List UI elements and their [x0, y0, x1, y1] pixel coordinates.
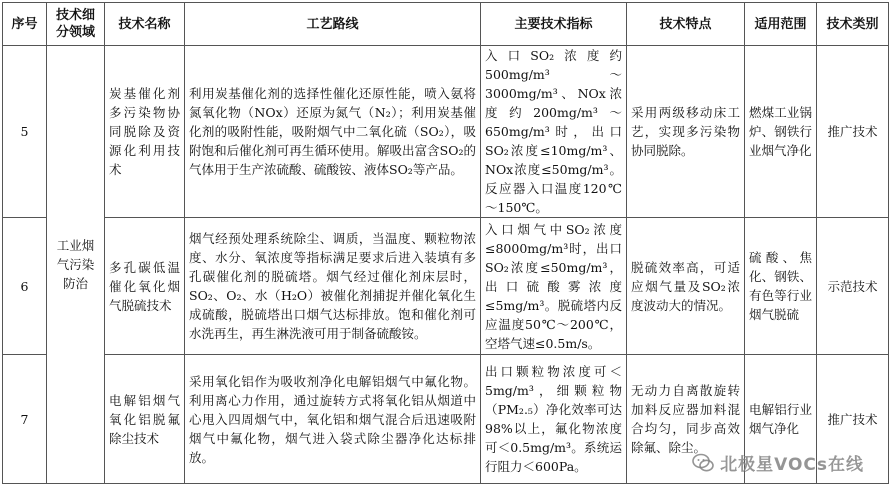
subfield-cell: 工业烟气污染防治: [47, 46, 105, 484]
header-name: 技术名称: [105, 3, 185, 46]
row-name: 多孔碳低温催化氧化烟气脱硫技术: [105, 218, 185, 355]
row-route: 烟气经预处理系统除尘、调质，当温度、颗粒物浓度、水分、氧浓度等指标满足要求后进入装填有多孔碳催化剂的脱硫塔。烟气经过催化剂床层时，SO₂、O₂、水（H₂O）被催化剂捕捉并催化氧化生成硫酸，脱硫塔出口烟气达标排放。饱和催化剂可水洗再生，再生淋洗液可用于制备硫酸铵。: [185, 218, 481, 355]
wechat-icon: [692, 453, 714, 473]
row-route: 采用氧化铝作为吸收剂净化电解铝烟气中氟化物。利用离心力作用，通过旋转方式将氧化铝从烟道中心甩入四周烟气中，氧化铝和烟气混合后迅速吸附烟气中氟化物，烟气进入袋式除尘器净化达标排放。: [185, 355, 481, 484]
row-indicators: 出口颗粒物浓度可＜5mg/m³，细颗粒物（PM₂.₅）净化效率可达98%以上，氟化物浓度可＜0.5mg/m³。系统运行阻力＜600Pa。: [481, 355, 627, 484]
row-features: 脱硫效率高，可适应烟气量及SO₂浓度波动大的情况。: [627, 218, 745, 355]
header-subfield: 技术细分领域: [47, 3, 105, 46]
row-indicators: 入口烟气中SO₂浓度≤8000mg/m³时，出口SO₂浓度≤50mg/m³，出口硫酸雾浓度≤5mg/m³。脱硫塔内反应温度50℃～200℃，空塔气速≤0.5m/s。: [481, 218, 627, 355]
row-name: 炭基催化剂多污染物协同脱除及资源化利用技术: [105, 46, 185, 218]
row-route: 利用炭基催化剂的选择性催化还原性能，喷入氨将氮氧化物（NOx）还原为氮气（N₂）；利用炭基催化剂的吸附性能，吸附烟气中二氧化硫（SO₂），吸附饱和后催化剂可再生循环使用。解吸出富含SO₂的气体用于生产浓硫酸、硫酸铵、液体SO₂等产品。: [185, 46, 481, 218]
row-seq: 7: [3, 355, 47, 484]
header-seq: 序号: [3, 3, 47, 46]
header-scope: 适用范围: [745, 3, 817, 46]
technology-table: [2, 2, 889, 484]
row-category: 示范技术: [817, 218, 889, 355]
row-features: 采用两级移动床工艺，实现多污染物协同脱除。: [627, 46, 745, 218]
table-row: [3, 46, 889, 218]
header-row: [3, 3, 889, 46]
header-category: 技术类别: [817, 3, 889, 46]
row-scope: 燃煤工业锅炉、钢铁行业烟气净化: [745, 46, 817, 218]
row-scope: 电解铝行业烟气净化: [745, 355, 817, 484]
row-indicators: 入口SO₂浓度约500mg/m³～3000mg/m³、NOx浓度约200mg/m³～650mg/m³时，出口SO₂浓度≤10mg/m³、NOx浓度≤50mg/m³。反应器入口温度120℃～150℃。: [481, 46, 627, 218]
row-features: 无动力自离散旋转加料反应器加料混合均匀，同步高效除氟、除尘。: [627, 355, 745, 484]
row-category: 推广技术: [817, 355, 889, 484]
watermark: [692, 450, 864, 475]
table-row: [3, 218, 889, 355]
row-category: 推广技术: [817, 46, 889, 218]
header-route: 工艺路线: [185, 3, 481, 46]
header-features: 技术特点: [627, 3, 745, 46]
row-seq: 5: [3, 46, 47, 218]
header-indicators: 主要技术指标: [481, 3, 627, 46]
row-scope: 硫酸、焦化、钢铁、有色等行业烟气脱硫: [745, 218, 817, 355]
watermark-text: 北极星VOCs在线: [720, 455, 864, 475]
row-seq: 6: [3, 218, 47, 355]
row-name: 电解铝烟气氧化铝脱氟除尘技术: [105, 355, 185, 484]
